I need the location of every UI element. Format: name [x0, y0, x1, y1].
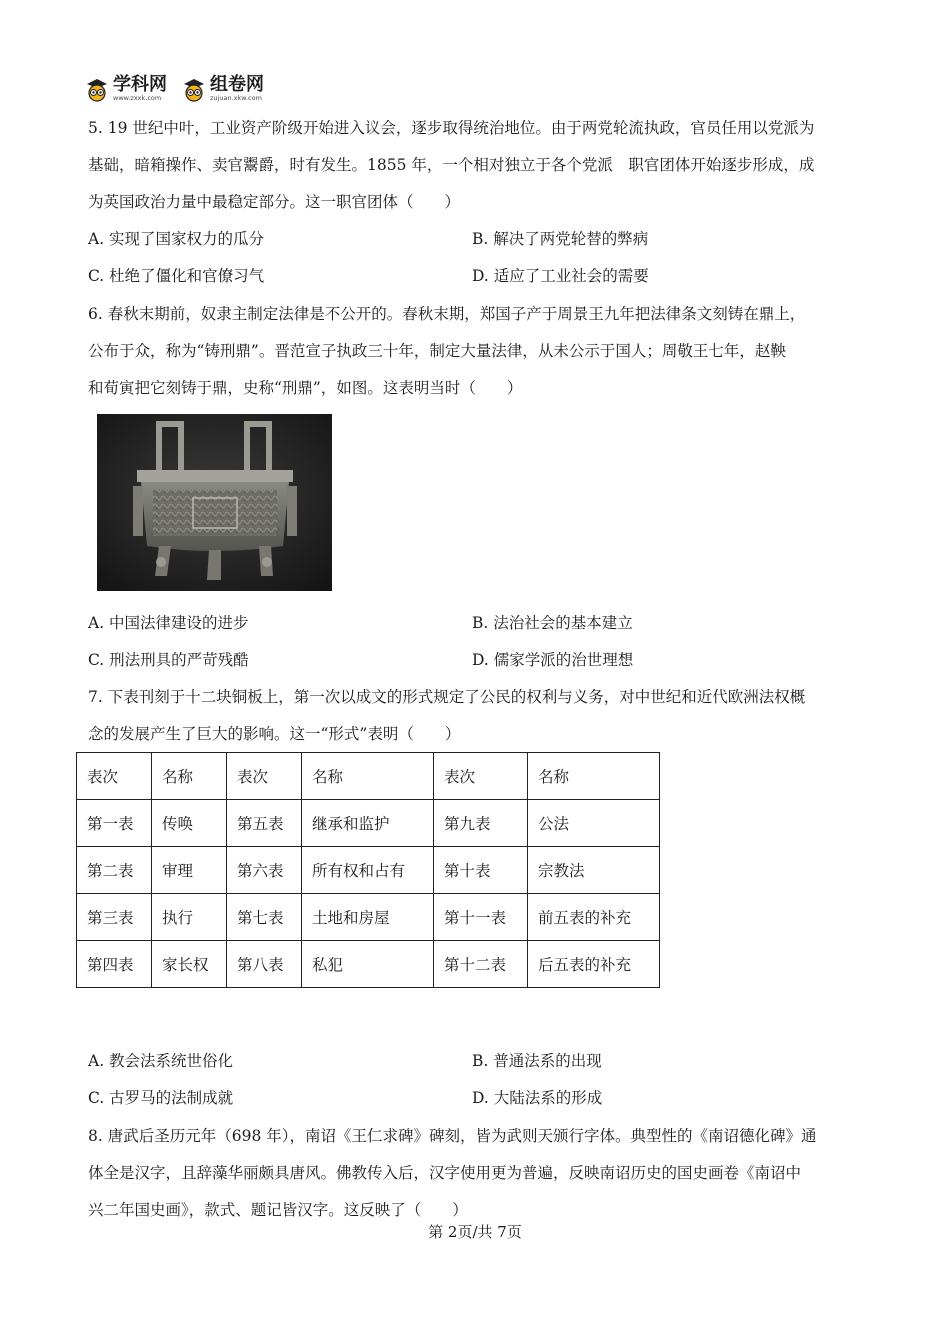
question-5-line-1: 5. 19 世纪中叶，工业资产阶级开始进入议会，逐步取得统治地位。由于两党轮流执政，官员任用以党派为 [88, 119, 815, 137]
question-5-option-d[interactable]: D. 适应了工业社会的需要 [472, 267, 649, 285]
question-8-line-2: 体全是汉字，且辞藻华丽颇具唐风。佛教传入后，汉字使用更为普遍，反映南诏历史的国史画卷《南诏中 [88, 1164, 802, 1182]
table-cell: 第九表 [434, 800, 528, 847]
question-6-option-c[interactable]: C. 刑法刑具的严苛残酷 [88, 651, 249, 669]
logo-name: 学科网 [113, 74, 167, 96]
question-7-option-a[interactable]: A. 教会法系统世俗化 [88, 1052, 234, 1070]
table-cell: 第十表 [434, 847, 528, 894]
table-cell: 传唤 [152, 800, 227, 847]
table-cell: 第二表 [77, 847, 152, 894]
table-cell: 第三表 [77, 894, 152, 941]
table-header-row [77, 753, 660, 800]
logo-url: www.zxxk.com [113, 94, 162, 103]
question-6-option-b[interactable]: B. 法治社会的基本建立 [472, 614, 633, 632]
question-6-line-2: 公布于众，称为“铸刑鼎”。晋范宣子执政三十年，制定大量法律，从未公示于国人；周敬王七年，赵鞅 [88, 342, 786, 360]
twelve-tables-table [76, 752, 660, 988]
question-6-option-a[interactable]: A. 中国法律建设的进步 [88, 614, 249, 632]
question-7-line-2: 念的发展产生了巨大的影响。这一“形式”表明（ ） [88, 725, 461, 743]
question-7-option-c[interactable]: C. 古罗马的法制成就 [88, 1089, 234, 1107]
table-cell: 土地和房屋 [302, 894, 434, 941]
table-row [77, 800, 660, 847]
question-8-line-1: 8. 唐武后圣历元年（698 年），南诏《王仁求碑》碑刻，皆为武则天颁行字体。典型性的《南诏德化碑》通 [88, 1127, 817, 1145]
table-row [77, 847, 660, 894]
table-cell: 家长权 [152, 941, 227, 988]
table-cell: 第十二表 [434, 941, 528, 988]
logo-xuekewang [84, 76, 167, 102]
question-5-line-3: 为英国政治力量中最稳定部分。这一职官团体（ ） [88, 193, 461, 211]
owl-icon [84, 76, 110, 102]
logo-name: 组卷网 [210, 74, 264, 96]
table-cell: 继承和监护 [302, 800, 434, 847]
table-row [77, 941, 660, 988]
table-cell: 表次 [77, 753, 152, 800]
logo-url: zujuan.xkw.com [210, 94, 262, 103]
question-5-line-2: 基础，暗箱操作、卖官鬻爵，时有发生。1855 年，一个相对独立于各个党派 职官团体开始逐步形成，成 [88, 156, 815, 174]
table-cell: 名称 [152, 753, 227, 800]
table-row [77, 894, 660, 941]
header-logos [84, 74, 264, 104]
table-cell: 后五表的补充 [528, 941, 660, 988]
table-cell: 公法 [528, 800, 660, 847]
question-7-line-1: 7. 下表刊刻于十二块铜板上，第一次以成文的形式规定了公民的权利与义务，对中世纪和近代欧洲法权概 [88, 688, 806, 706]
table-cell: 名称 [302, 753, 434, 800]
question-6-line-3: 和荀寅把它刻铸于鼎，史称“刑鼎”，如图。这表明当时（ ） [88, 379, 523, 397]
table-cell: 执行 [152, 894, 227, 941]
logo-zujuanwang [181, 76, 264, 102]
question-6-line-1: 6. 春秋末期前，奴隶主制定法律是不公开的。春秋末期，郑国子产于周景王九年把法律条文刻铸在鼎上， [88, 305, 806, 323]
table-cell: 表次 [227, 753, 302, 800]
table-cell: 私犯 [302, 941, 434, 988]
owl-icon [181, 76, 207, 102]
question-7-option-b[interactable]: B. 普通法系的出现 [472, 1052, 602, 1070]
question-8-line-3: 兴二年国史画》，款式、题记皆汉字。这反映了（ ） [88, 1201, 468, 1219]
page-number: 第 2页/共 7页 [428, 1223, 522, 1241]
table-cell: 第四表 [77, 941, 152, 988]
question-5-option-c[interactable]: C. 杜绝了僵化和官僚习气 [88, 267, 265, 285]
table-cell: 前五表的补充 [528, 894, 660, 941]
question-6-option-d[interactable]: D. 儒家学派的治世理想 [472, 651, 634, 669]
table-cell: 第一表 [77, 800, 152, 847]
table-cell: 宗教法 [528, 847, 660, 894]
table-cell: 第八表 [227, 941, 302, 988]
table-cell: 名称 [528, 753, 660, 800]
table-cell: 所有权和占有 [302, 847, 434, 894]
table-cell: 第十一表 [434, 894, 528, 941]
table-cell: 审理 [152, 847, 227, 894]
table-cell: 第五表 [227, 800, 302, 847]
table-cell: 第七表 [227, 894, 302, 941]
question-5-option-b[interactable]: B. 解决了两党轮替的弊病 [472, 230, 649, 248]
table-cell: 第六表 [227, 847, 302, 894]
question-7-option-d[interactable]: D. 大陆法系的形成 [472, 1089, 603, 1107]
question-5-option-a[interactable]: A. 实现了国家权力的瓜分 [88, 230, 265, 248]
table-cell: 表次 [434, 753, 528, 800]
bronze-ding-photo [97, 414, 332, 591]
